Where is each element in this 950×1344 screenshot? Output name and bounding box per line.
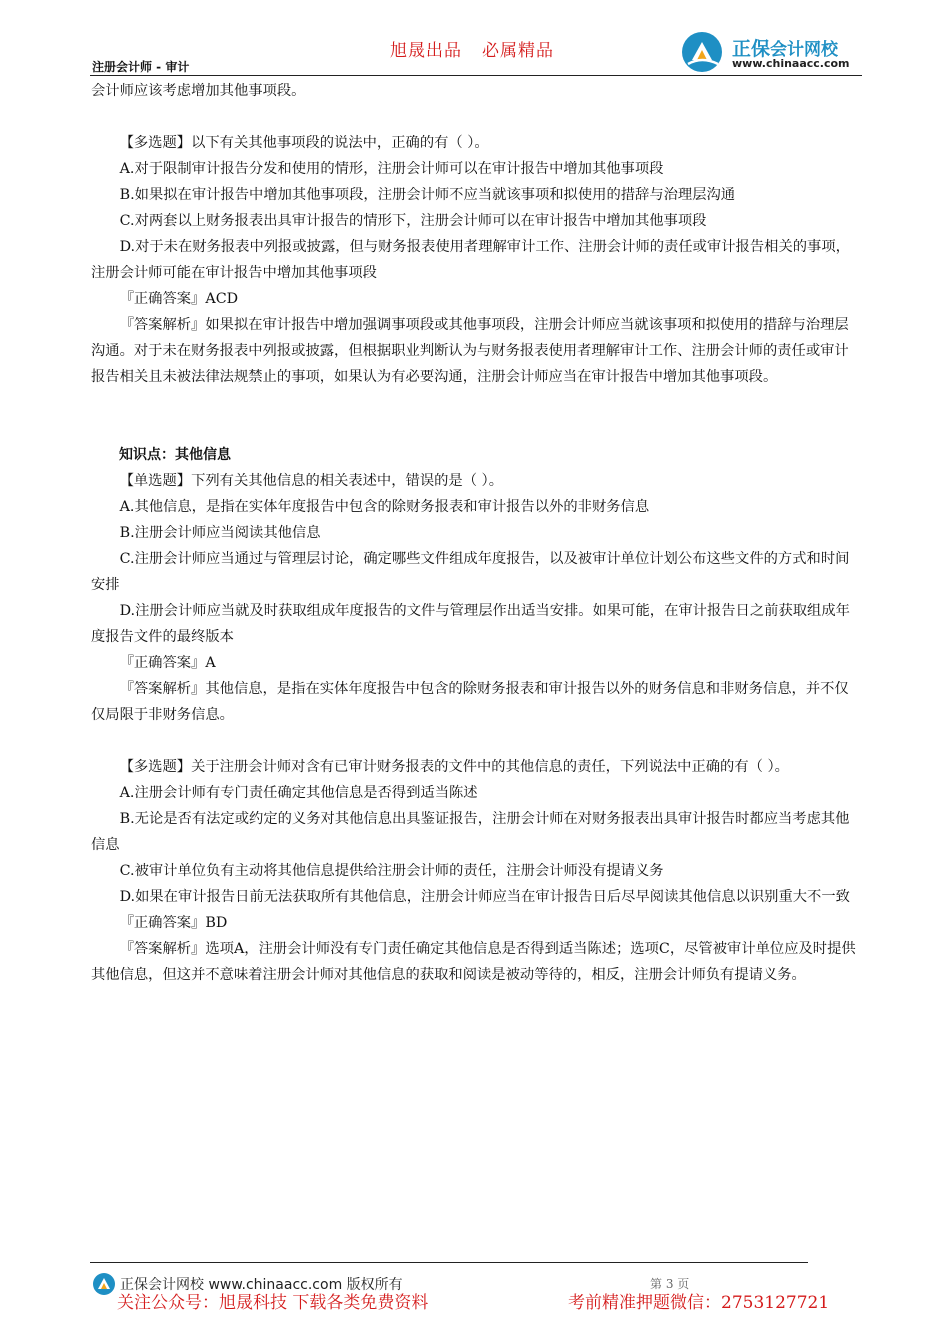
question-stem: 【单选题】下列有关其他信息的相关表述中，错误的是（ ）。 [119,473,504,489]
page-header [0,0,950,80]
question-option: A.对于限制审计报告分发和使用的情形，注册会计师可以在审计报告中增加其他事项段 [119,161,664,177]
answer-analysis: 『答案解析』其他信息，是指在实体年度报告中包含的除财务报表和审计报告以外的财务信息和非财务信息，并不仅仅局限于非财务信息。 [91,681,849,723]
document-subject: 注册会计师 - 审计 [92,60,190,74]
question-stem: 【多选题】以下有关其他事项段的说法中，正确的有（ ）。 [119,135,489,151]
question-option: B.无论是否有法定或约定的义务对其他信息出具鉴证报告，注册会计师在对财务报表出具审计报告时都应当考虑其他信息 [91,811,850,853]
correct-answer: 『正确答案』ACD [119,291,239,307]
question-option: A.注册会计师有专门责任确定其他信息是否得到适当陈述 [119,785,478,801]
promo-text-left: 旭晟出品 [390,41,462,61]
page-footer [0,1255,950,1344]
brand-logo-icon [680,30,724,74]
question-stem: 【多选题】关于注册会计师对含有已审计财务报表的文件中的其他信息的责任，下列说法中正确的有（ ）。 [119,759,789,775]
question-2 [91,468,861,728]
footer-copyright: 正保会计网校 www.chinaacc.com 版权所有 [120,1277,403,1293]
lead-paragraph: 会计师应该考虑增加其他事项段。 [91,83,306,99]
footer-divider [90,1262,808,1263]
promo-banner-bottom-left: 关注公众号：旭晟科技 下载各类免费资料 [117,1293,429,1313]
question-option: D.如果在审计报告日前无法获取所有其他信息，注册会计师应当在审计报告日后尽早阅读其他信息以识别重大不一致 [119,889,850,905]
promo-banner-bottom-right: 考前精准押题微信：2753127721 [568,1293,830,1313]
brand-logo [680,30,870,74]
question-option: D.注册会计师应当就及时获取组成年度报告的文件与管理层作出适当安排。如果可能，在审计报告日之前获取组成年度报告文件的最终版本 [91,603,850,645]
answer-analysis: 『答案解析』如果拟在审计报告中增加强调事项段或其他事项段，注册会计师应当就该事项和拟使用的措辞与治理层沟通。对于未在财务报表中列报或披露，但根据职业判断认为与财务报表使用者理解审计工作、注册会计师的责任或审计报告相关且未被法律法规禁止的事项，如果认为有必要沟通，注册会计师应当在审计报告中增加其他事项段。 [91,317,849,385]
brand-name-secondary: 会计网校 [770,40,839,60]
question-option: B.如果拟在审计报告中增加其他事项段，注册会计师不应当就该事项和拟使用的措辞与治理层沟通 [119,187,736,203]
question-option: A.其他信息，是指在实体年度报告中包含的除财务报表和审计报告以外的非财务信息 [119,499,650,515]
question-option: D.对于未在财务报表中列报或披露，但与财务报表使用者理解审计工作、注册会计师的责任或审计报告相关的事项，注册会计师可能在审计报告中增加其他事项段 [91,239,850,281]
knowledge-point-heading: 知识点：其他信息 [119,447,231,463]
correct-answer: 『正确答案』A [119,655,216,671]
question-option: C.对两套以上财务报表出具审计报告的情形下，注册会计师可以在审计报告中增加其他事项段 [119,213,707,229]
question-option: C.注册会计师应当通过与管理层讨论，确定哪些文件组成年度报告，以及被审计单位计划公布这些文件的方式和时间安排 [91,551,850,593]
brand-name-primary: 正保 [732,38,771,60]
answer-analysis: 『答案解析』选项A，注册会计师没有专门责任确定其他信息是否得到适当陈述；选项C，尽管被审计单位应及时提供其他信息，但这并不意味着注册会计师对其他信息的获取和阅读是被动等待的，相反，注册会计师负有提请义务。 [91,941,856,983]
promo-banner-top [390,36,554,61]
question-option: B.注册会计师应当阅读其他信息 [119,525,321,541]
promo-text-right: 必属精品 [482,41,554,61]
document-body [91,78,861,988]
brand-url: www.chinaacc.com [732,57,850,70]
question-option: C.被审计单位负有主动将其他信息提供给注册会计师的责任，注册会计师没有提请义务 [119,863,664,879]
brand-logo-small-icon [92,1272,116,1296]
header-divider [90,75,862,76]
correct-answer: 『正确答案』BD [119,915,228,931]
question-1 [91,130,861,390]
question-3 [91,754,861,988]
page-number: 第 3 页 [650,1277,690,1291]
